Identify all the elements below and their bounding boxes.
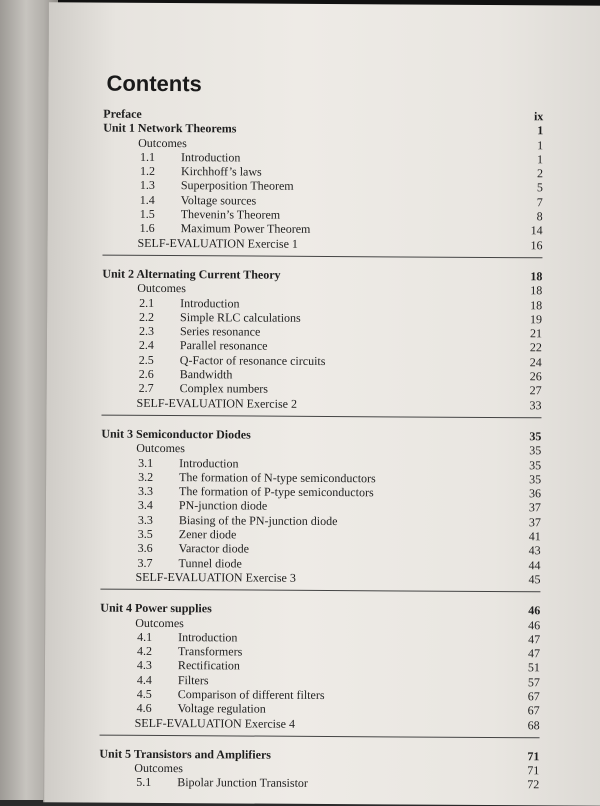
section-page: 35 bbox=[529, 472, 542, 487]
section-number: 3.5 bbox=[137, 526, 153, 541]
section-page: 19 bbox=[530, 312, 543, 327]
toc-exercise bbox=[100, 570, 540, 587]
section-page: 18 bbox=[530, 297, 543, 312]
section-title: The formation of N-type semiconductors bbox=[179, 469, 376, 486]
section-number: 4.5 bbox=[136, 686, 152, 701]
section-number: 1.5 bbox=[139, 206, 155, 222]
section-number: 2.1 bbox=[139, 295, 155, 310]
section-number: 1.3 bbox=[139, 178, 155, 193]
section-page: 57 bbox=[527, 674, 540, 689]
exercise-page: 45 bbox=[528, 572, 541, 587]
outcomes-label: Outcomes bbox=[135, 615, 184, 630]
section-title: Series resonance bbox=[179, 324, 261, 339]
section-title: The formation of P-type semiconductors bbox=[178, 484, 374, 500]
unit-divider bbox=[102, 255, 542, 259]
outcomes-page: 46 bbox=[528, 617, 541, 632]
toc-preface-label: Preface bbox=[103, 106, 142, 121]
unit-heading-page: 18 bbox=[530, 269, 543, 284]
section-page: 21 bbox=[529, 326, 543, 341]
section-number: 1.2 bbox=[139, 164, 156, 179]
section-title: Tunnel diode bbox=[178, 555, 242, 571]
section-number: 2.3 bbox=[138, 324, 155, 339]
section-number: 3.1 bbox=[138, 455, 154, 470]
section-page: 47 bbox=[528, 632, 541, 647]
section-number: 3.7 bbox=[137, 555, 153, 570]
section-number: 3.4 bbox=[137, 498, 153, 513]
section-title: Superposition Theorem bbox=[180, 178, 294, 194]
section-number: 1.4 bbox=[139, 192, 155, 207]
unit-heading-page: 46 bbox=[528, 603, 541, 618]
section-page: 44 bbox=[528, 557, 541, 572]
section-number: 1.6 bbox=[139, 221, 155, 236]
section-title: Rectification bbox=[177, 658, 240, 673]
section-title: Parallel resonance bbox=[179, 338, 268, 354]
section-page: 22 bbox=[529, 340, 542, 355]
table-of-contents bbox=[99, 107, 543, 792]
section-title: Thevenin’s Theorem bbox=[180, 207, 281, 222]
section-number: 3.6 bbox=[137, 541, 153, 556]
unit-heading-label: Unit 2 Alternating Current Theory bbox=[102, 266, 281, 282]
section-page: 8 bbox=[536, 209, 543, 224]
section-page: 67 bbox=[527, 703, 540, 718]
outcomes-label: Outcomes bbox=[137, 281, 186, 296]
unit-heading-label: Unit 4 Power supplies bbox=[100, 600, 212, 616]
section-title: Biasing of the PN-junction diode bbox=[178, 512, 338, 528]
section-page: 43 bbox=[528, 543, 541, 558]
section-page: 2 bbox=[536, 166, 544, 181]
section-page: 7 bbox=[536, 195, 543, 210]
section-number: 4.2 bbox=[137, 643, 153, 659]
section-number: 1.1 bbox=[140, 149, 156, 164]
section-title: Voltage regulation bbox=[177, 701, 266, 716]
toc-exercise bbox=[102, 395, 542, 412]
section-number: 4.3 bbox=[136, 658, 152, 673]
section-title: Introduction bbox=[179, 455, 239, 470]
outcomes-label: Outcomes bbox=[136, 441, 185, 456]
section-page: 24 bbox=[529, 354, 542, 370]
outcomes-page: 18 bbox=[530, 283, 543, 298]
section-title: Bandwidth bbox=[179, 367, 233, 382]
unit-divider bbox=[101, 415, 541, 419]
unit-heading-page: 71 bbox=[527, 749, 540, 764]
section-title: Maximum Power Theorem bbox=[180, 221, 311, 237]
section-title: Filters bbox=[177, 672, 209, 687]
section-page: 14 bbox=[530, 223, 543, 238]
section-title: Simple RLC calculations bbox=[180, 309, 301, 325]
section-title: Varactor diode bbox=[178, 541, 250, 556]
section-title: Voltage sources bbox=[180, 192, 257, 208]
section-number: 4.6 bbox=[136, 701, 152, 716]
section-page: 47 bbox=[527, 646, 541, 661]
toc-preface-page: ix bbox=[533, 109, 544, 124]
section-page: 72 bbox=[527, 777, 540, 792]
section-page: 37 bbox=[528, 500, 541, 515]
section-number: 4.1 bbox=[137, 629, 153, 644]
section-number: 5.1 bbox=[136, 775, 152, 790]
section-page: 35 bbox=[529, 457, 542, 472]
exercise-label: SELF-EVALUATION Exercise 2 bbox=[136, 395, 298, 411]
section-page: 37 bbox=[528, 514, 541, 530]
outcomes-page: 71 bbox=[527, 763, 540, 778]
outcomes-page: 35 bbox=[529, 443, 542, 458]
section-page: 67 bbox=[527, 689, 540, 704]
section-number: 2.4 bbox=[138, 338, 154, 353]
section-page: 36 bbox=[528, 486, 542, 501]
exercise-page: 33 bbox=[529, 397, 542, 412]
toc-section bbox=[99, 775, 539, 792]
section-title: Comparison of different filters bbox=[177, 687, 325, 702]
unit-divider bbox=[100, 734, 540, 738]
section-number: 3.2 bbox=[138, 469, 154, 484]
section-number: 3.3 bbox=[137, 512, 153, 527]
section-number: 2.5 bbox=[138, 352, 154, 367]
section-number: 2.7 bbox=[138, 381, 154, 396]
section-page: 27 bbox=[529, 383, 542, 398]
section-title: Introduction bbox=[178, 629, 238, 645]
section-title: Introduction bbox=[181, 149, 241, 165]
section-page: 5 bbox=[536, 180, 543, 195]
outcomes-page: 1 bbox=[537, 137, 544, 152]
unit-heading-label: Unit 1 Network Theorems bbox=[103, 120, 237, 136]
unit-heading-label: Unit 3 Semiconductor Diodes bbox=[101, 426, 251, 442]
section-number: 2.6 bbox=[138, 366, 154, 381]
section-title: Q-Factor of resonance circuits bbox=[179, 352, 326, 368]
section-title: Complex numbers bbox=[179, 381, 269, 396]
exercise-label: SELF-EVALUATION Exercise 1 bbox=[137, 235, 299, 251]
exercise-label: SELF-EVALUATION Exercise 4 bbox=[134, 715, 296, 731]
unit-heading-label: Unit 5 Transistors and Amplifiers bbox=[99, 746, 272, 762]
section-title: Bipolar Junction Transistor bbox=[177, 775, 308, 791]
exercise-label: SELF-EVALUATION Exercise 3 bbox=[135, 569, 296, 585]
book-page bbox=[43, 2, 600, 805]
page-title: Contents bbox=[106, 70, 202, 97]
outcomes-label: Outcomes bbox=[138, 135, 187, 150]
section-title: Zener diode bbox=[178, 527, 237, 542]
outcomes-label: Outcomes bbox=[134, 761, 184, 776]
section-page: 51 bbox=[527, 660, 540, 675]
section-title: Kirchhoff’s laws bbox=[180, 164, 262, 179]
section-number: 4.4 bbox=[136, 672, 152, 687]
unit-heading-page: 35 bbox=[529, 429, 542, 444]
section-page: 1 bbox=[537, 152, 544, 167]
toc-exercise bbox=[100, 715, 540, 732]
section-number: 3.3 bbox=[137, 483, 154, 499]
exercise-page: 16 bbox=[530, 237, 543, 252]
unit-divider bbox=[100, 589, 540, 593]
section-page: 41 bbox=[528, 529, 541, 544]
exercise-page: 68 bbox=[527, 717, 540, 732]
toc-exercise bbox=[102, 235, 542, 252]
section-title: Introduction bbox=[180, 295, 240, 311]
unit-heading-page: 1 bbox=[537, 123, 544, 138]
section-title: Transformers bbox=[178, 644, 243, 659]
section-number: 2.2 bbox=[139, 309, 155, 324]
section-title: PN-junction diode bbox=[178, 498, 268, 514]
section-page: 26 bbox=[529, 369, 542, 384]
